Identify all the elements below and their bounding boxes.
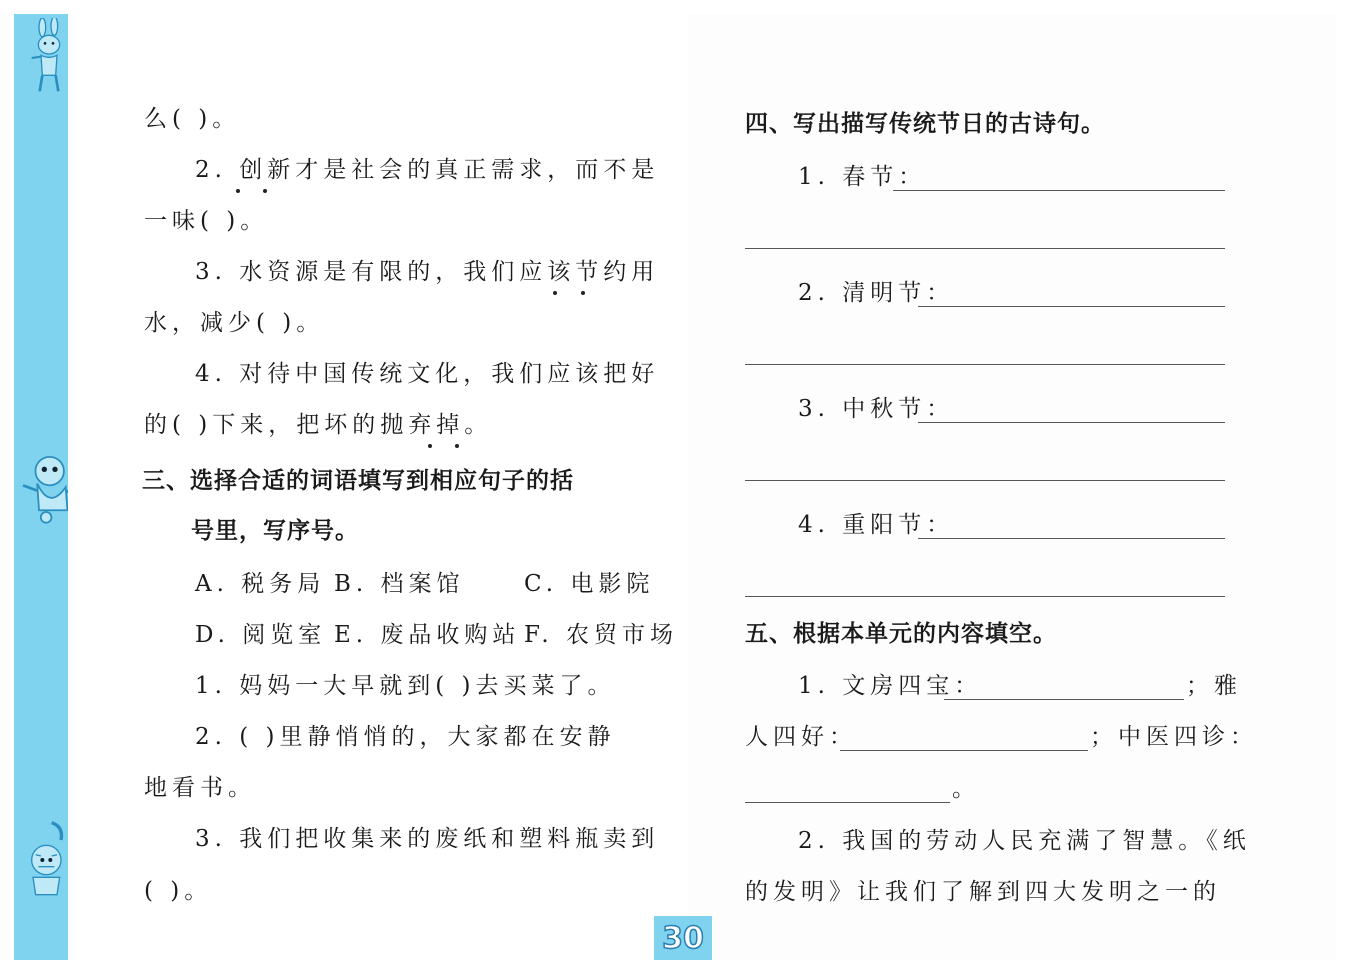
question-3-line-2: 水，减少( )。	[144, 310, 325, 336]
answer-line[interactable]	[745, 364, 1225, 365]
option-c: C. 电影院	[524, 571, 655, 597]
question-2-line-2: 一味( )。	[144, 208, 269, 234]
question-2-line-1: 2. 创新才是社会的真正需求，而不是	[195, 157, 660, 183]
answer-line[interactable]	[840, 750, 1088, 751]
emphasis-dot	[263, 189, 267, 193]
option-a: A. 税务局	[195, 571, 326, 597]
question-2-line-2-right: 的发明》让我们了解到四大发明之一的	[745, 879, 1221, 905]
answer-line[interactable]	[745, 596, 1225, 597]
festival-1-label: 1. 春节：	[798, 164, 927, 190]
blank-2-label: 人四好：	[745, 724, 857, 750]
question-4-line-2: 的( )下来，把坏的抛弃掉。	[144, 412, 493, 438]
sentence-1: 1. 妈妈一大早就到( )去买菜了。	[195, 673, 616, 699]
answer-line[interactable]	[944, 699, 1184, 700]
festival-2-label: 2. 清明节：	[798, 280, 955, 306]
answer-line[interactable]	[918, 538, 1225, 539]
emphasis-dot	[236, 189, 240, 193]
sentence-3-line-2: ( )。	[144, 878, 213, 904]
section-5-title: 五、根据本单元的内容填空。	[745, 621, 1057, 647]
right-page	[688, 14, 1336, 960]
question-3-line-1: 3. 水资源是有限的，我们应该节约用	[195, 259, 660, 285]
festival-4-label: 4. 重阳节：	[798, 512, 955, 538]
emphasis-dot	[428, 444, 432, 448]
answer-line[interactable]	[745, 480, 1225, 481]
answer-line[interactable]	[893, 190, 1225, 191]
section-3-title: 三、选择合适的词语填写到相应句子的括	[142, 468, 574, 494]
option-b: B. 档案馆	[334, 571, 465, 597]
sentence-2-line-2: 地看书。	[144, 775, 256, 801]
answer-line[interactable]	[745, 802, 950, 803]
emphasis-dot	[455, 444, 459, 448]
question-2-line-1-right: 2. 我国的劳动人民充满了智慧。《纸	[798, 828, 1251, 854]
blank-2-end: ；中医四诊：	[1090, 724, 1258, 750]
blank-1-end: ；雅	[1186, 673, 1242, 699]
section-4-title: 四、写出描写传统节日的古诗句。	[745, 111, 1105, 137]
question-4-line-1: 4. 对待中国传统文化，我们应该把好	[195, 361, 660, 387]
continued-line: 么( )。	[144, 106, 241, 132]
sentence-2-line-1: 2. ( )里静悄悄的，大家都在安静	[195, 724, 616, 750]
option-e: E. 废品收购站	[334, 622, 521, 648]
blank-3-end: 。	[952, 776, 980, 802]
answer-line[interactable]	[745, 248, 1225, 249]
emphasis-dot	[581, 291, 585, 295]
festival-3-label: 3. 中秋节：	[798, 396, 955, 422]
page-number: 30	[654, 916, 712, 960]
emphasis-dot	[553, 291, 557, 295]
answer-line[interactable]	[918, 422, 1225, 423]
option-d: D. 阅览室	[195, 622, 327, 648]
option-f: F. 农贸市场	[524, 622, 678, 648]
answer-line[interactable]	[918, 306, 1225, 307]
sentence-3-line-1: 3. 我们把收集来的废纸和塑料瓶卖到	[195, 826, 660, 852]
blank-1-label: 1. 文房四宝：	[798, 673, 983, 699]
section-3-title-cont: 号里，写序号。	[191, 518, 359, 544]
